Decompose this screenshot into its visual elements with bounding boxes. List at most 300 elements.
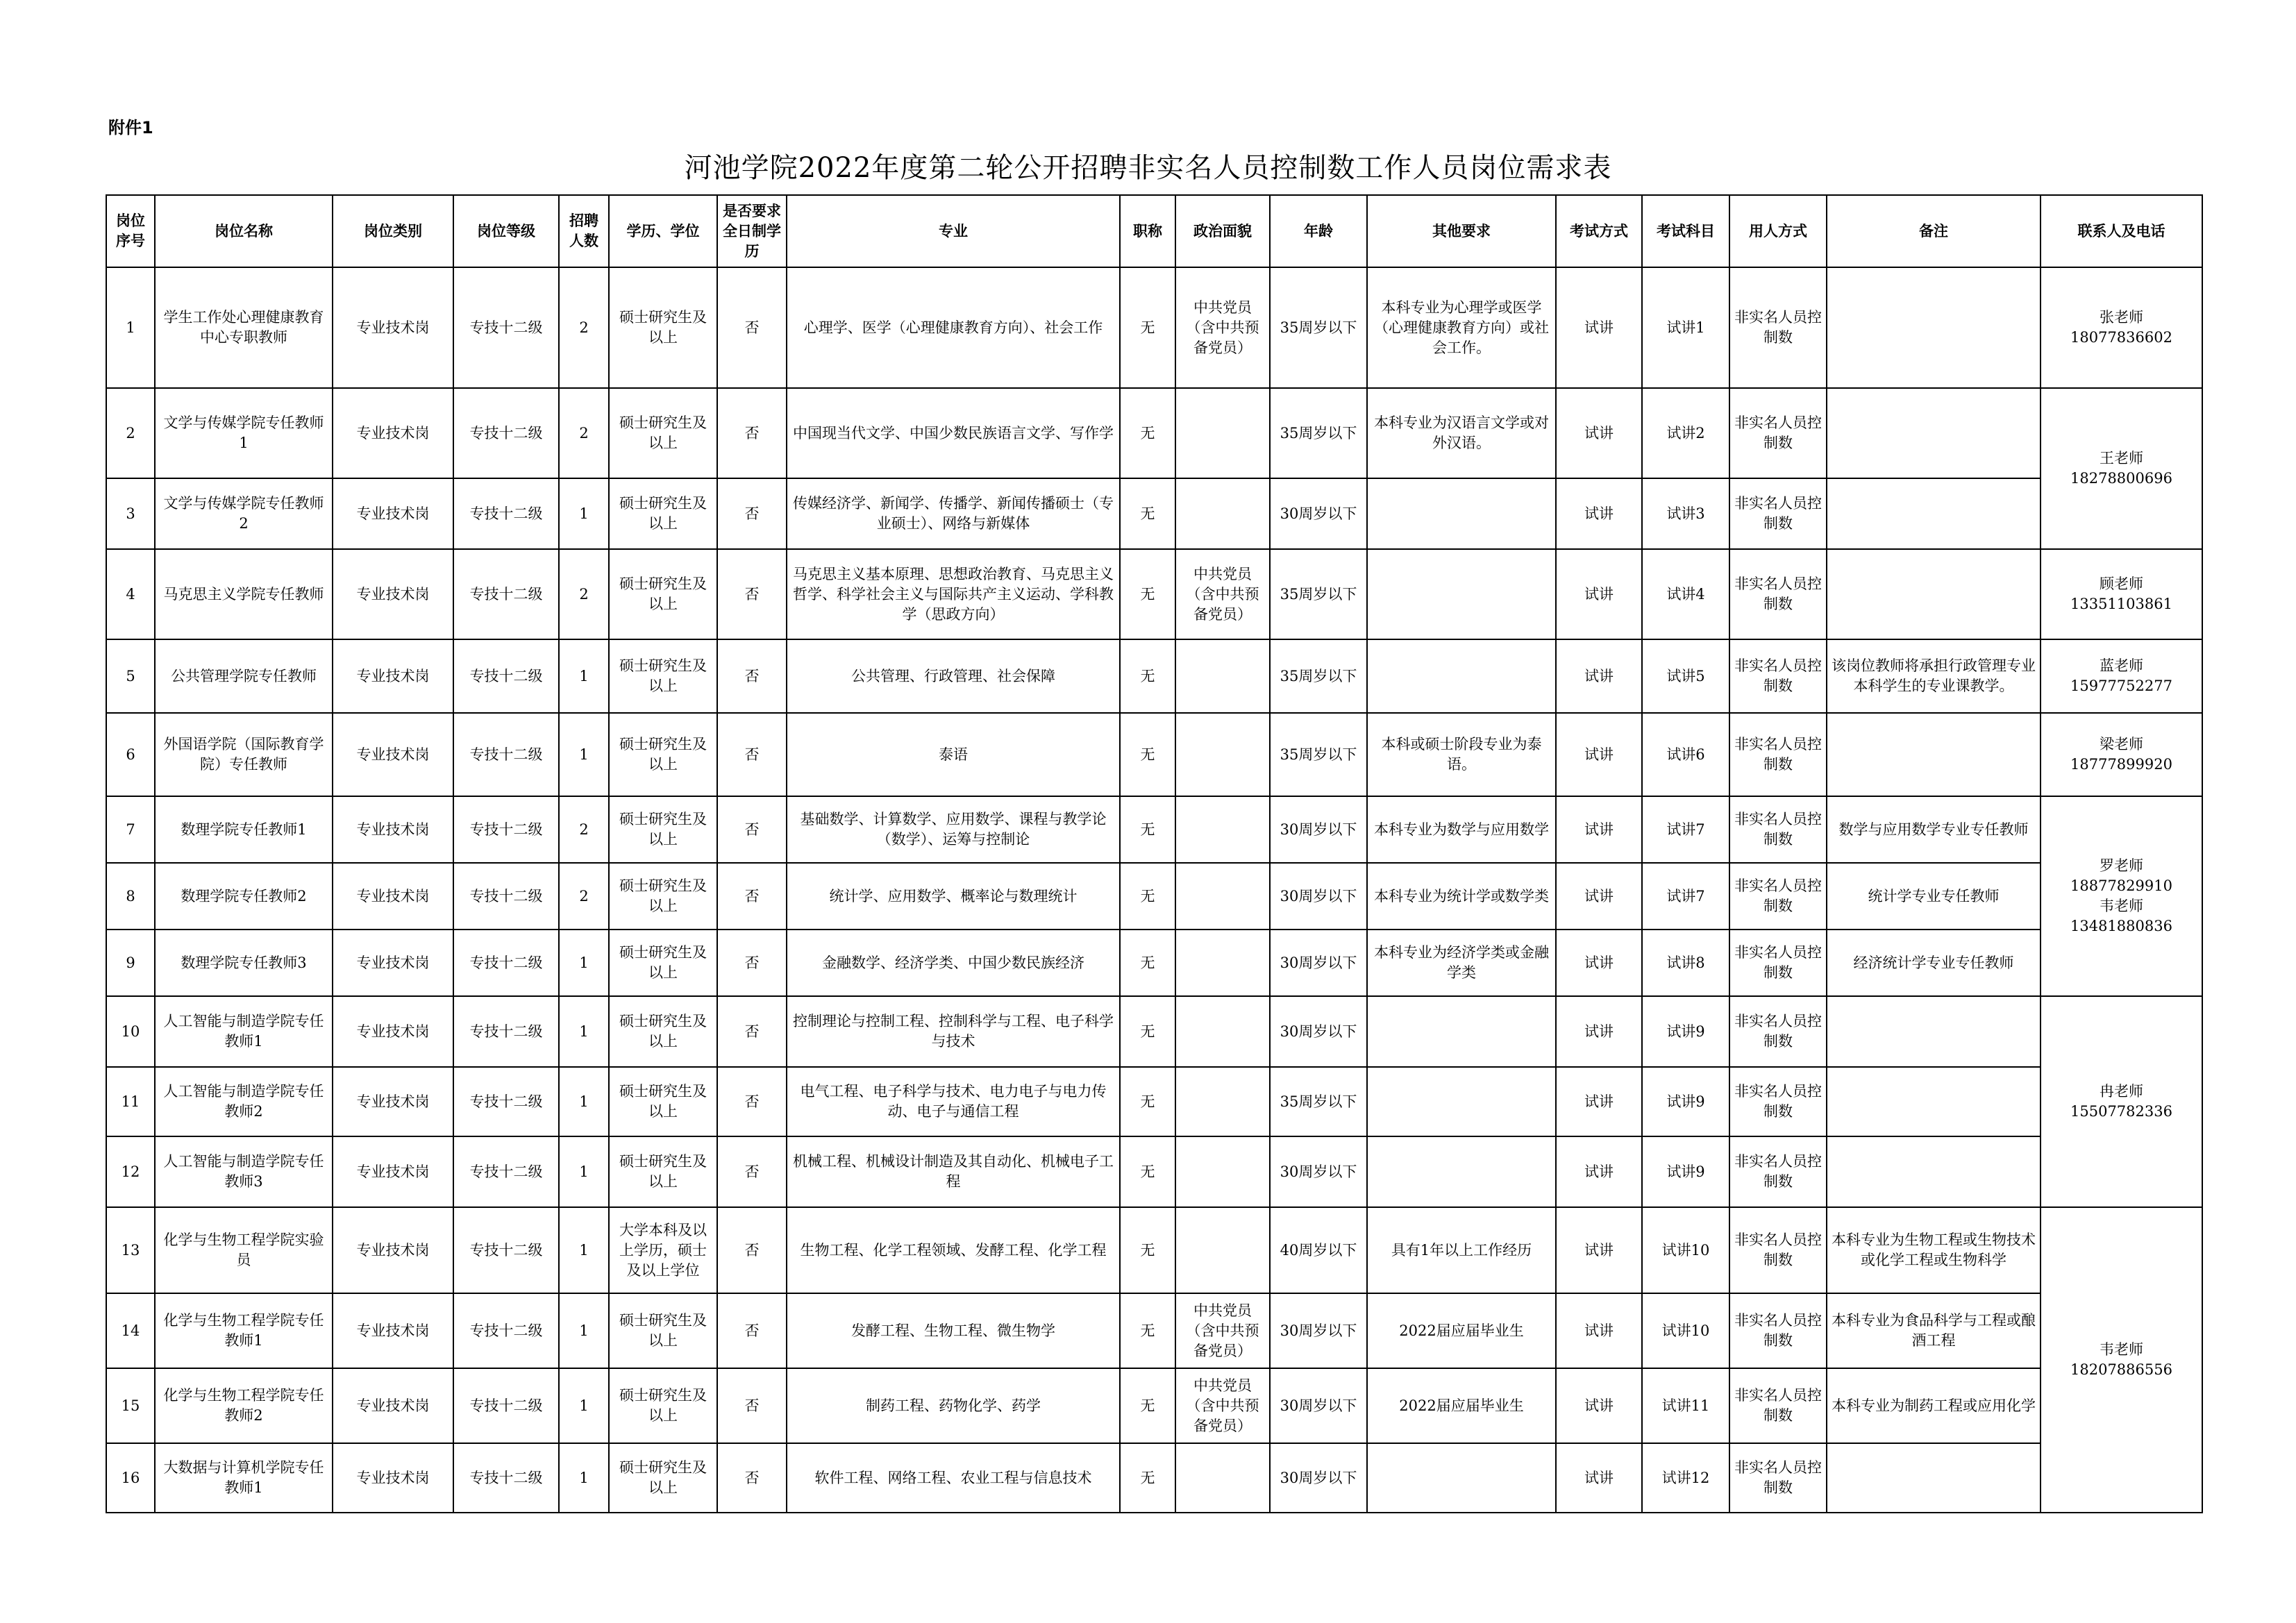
cell-level: 专技十二级 xyxy=(453,1368,559,1443)
cell-edu: 硕士研究生及以上 xyxy=(609,930,717,996)
cell-fulltime: 否 xyxy=(717,388,787,478)
cell-age: 35周岁以下 xyxy=(1270,388,1367,478)
cell-major: 电气工程、电子科学与技术、电力电子与电力传动、电子与通信工程 xyxy=(787,1067,1120,1136)
cell-remark xyxy=(1827,1136,2041,1207)
cell-level: 专技十二级 xyxy=(453,388,559,478)
cell-mode: 非实名人员控制数 xyxy=(1729,1067,1827,1136)
cell-level: 专技十二级 xyxy=(453,1443,559,1513)
cell-no: 10 xyxy=(106,996,155,1067)
table-row xyxy=(106,549,2202,639)
cell-other: 具有1年以上工作经历 xyxy=(1367,1207,1556,1293)
cell-name: 数理学院专任教师2 xyxy=(155,863,333,930)
cell-fulltime: 否 xyxy=(717,1368,787,1443)
cell-cat: 专业技术岗 xyxy=(333,863,453,930)
cell-name: 文学与传媒学院专任教师2 xyxy=(155,478,333,549)
cell-major: 软件工程、网络工程、农业工程与信息技术 xyxy=(787,1443,1120,1513)
cell-edu: 硕士研究生及以上 xyxy=(609,639,717,713)
cell-major: 传媒经济学、新闻学、传播学、新闻传播硕士（专业硕士）、网络与新媒体 xyxy=(787,478,1120,549)
cell-cat: 专业技术岗 xyxy=(333,796,453,863)
cell-remark: 该岗位教师将承担行政管理专业本科学生的专业课教学。 xyxy=(1827,639,2041,713)
cell-major: 公共管理、行政管理、社会保障 xyxy=(787,639,1120,713)
header-cell: 政治面貌 xyxy=(1175,195,1270,267)
cell-remark xyxy=(1827,549,2041,639)
cell-political: 中共党员（含中共预备党员） xyxy=(1175,1368,1270,1443)
cell-mode: 非实名人员控制数 xyxy=(1729,388,1827,478)
cell-level: 专技十二级 xyxy=(453,639,559,713)
table-row xyxy=(106,639,2202,713)
cell-other xyxy=(1367,478,1556,549)
cell-subject: 试讲10 xyxy=(1642,1207,1729,1293)
cell-exam: 试讲 xyxy=(1556,1443,1642,1513)
header-cell: 其他要求 xyxy=(1367,195,1556,267)
cell-major: 发酵工程、生物工程、微生物学 xyxy=(787,1293,1120,1368)
cell-level: 专技十二级 xyxy=(453,478,559,549)
cell-remark xyxy=(1827,713,2041,796)
cell-exam: 试讲 xyxy=(1556,930,1642,996)
cell-name: 人工智能与制造学院专任教师3 xyxy=(155,1136,333,1207)
table-row xyxy=(106,1067,2202,1136)
cell-age: 30周岁以下 xyxy=(1270,996,1367,1067)
cell-fulltime: 否 xyxy=(717,713,787,796)
cell-no: 11 xyxy=(106,1067,155,1136)
cell-edu: 硕士研究生及以上 xyxy=(609,1293,717,1368)
cell-cat: 专业技术岗 xyxy=(333,713,453,796)
cell-mode: 非实名人员控制数 xyxy=(1729,1136,1827,1207)
cell-edu: 硕士研究生及以上 xyxy=(609,1443,717,1513)
cell-political: 中共党员（含中共预备党员） xyxy=(1175,267,1270,388)
cell-contact: 冉老师 15507782336 xyxy=(2041,996,2202,1207)
header-cell: 是否要求全日制学历 xyxy=(717,195,787,267)
cell-no: 7 xyxy=(106,796,155,863)
cell-cat: 专业技术岗 xyxy=(333,1136,453,1207)
cell-cat: 专业技术岗 xyxy=(333,1368,453,1443)
header-cell: 岗位等级 xyxy=(453,195,559,267)
cell-subject: 试讲9 xyxy=(1642,996,1729,1067)
header-cell: 岗位序号 xyxy=(106,195,155,267)
cell-level: 专技十二级 xyxy=(453,1293,559,1368)
cell-level: 专技十二级 xyxy=(453,1136,559,1207)
cell-remark xyxy=(1827,996,2041,1067)
cell-exam: 试讲 xyxy=(1556,267,1642,388)
cell-fulltime: 否 xyxy=(717,996,787,1067)
cell-exam: 试讲 xyxy=(1556,1293,1642,1368)
table-row xyxy=(106,1293,2202,1368)
cell-mode: 非实名人员控制数 xyxy=(1729,478,1827,549)
cell-remark xyxy=(1827,478,2041,549)
cell-mode: 非实名人员控制数 xyxy=(1729,796,1827,863)
cell-cat: 专业技术岗 xyxy=(333,549,453,639)
header-cell: 年龄 xyxy=(1270,195,1367,267)
cell-mode: 非实名人员控制数 xyxy=(1729,1368,1827,1443)
cell-edu: 硕士研究生及以上 xyxy=(609,549,717,639)
cell-no: 8 xyxy=(106,863,155,930)
cell-subject: 试讲8 xyxy=(1642,930,1729,996)
cell-name: 学生工作处心理健康教育中心专职教师 xyxy=(155,267,333,388)
cell-political xyxy=(1175,930,1270,996)
cell-edu: 硕士研究生及以上 xyxy=(609,863,717,930)
cell-level: 专技十二级 xyxy=(453,713,559,796)
cell-subject: 试讲9 xyxy=(1642,1136,1729,1207)
cell-major: 金融数学、经济学类、中国少数民族经济 xyxy=(787,930,1120,996)
cell-name: 化学与生物工程学院实验员 xyxy=(155,1207,333,1293)
cell-political xyxy=(1175,996,1270,1067)
cell-num: 1 xyxy=(559,1136,609,1207)
cell-title: 无 xyxy=(1120,713,1175,796)
cell-num: 1 xyxy=(559,996,609,1067)
header-cell: 专业 xyxy=(787,195,1120,267)
cell-political xyxy=(1175,796,1270,863)
cell-subject: 试讲7 xyxy=(1642,863,1729,930)
cell-name: 马克思主义学院专任教师 xyxy=(155,549,333,639)
cell-other xyxy=(1367,1443,1556,1513)
cell-major: 生物工程、化学工程领域、发酵工程、化学工程 xyxy=(787,1207,1120,1293)
cell-other: 本科专业为经济学类或金融学类 xyxy=(1367,930,1556,996)
cell-level: 专技十二级 xyxy=(453,549,559,639)
cell-contact: 蓝老师 15977752277 xyxy=(2041,639,2202,713)
table-row xyxy=(106,996,2202,1067)
cell-fulltime: 否 xyxy=(717,796,787,863)
cell-cat: 专业技术岗 xyxy=(333,1443,453,1513)
cell-age: 30周岁以下 xyxy=(1270,1443,1367,1513)
cell-num: 1 xyxy=(559,930,609,996)
cell-subject: 试讲9 xyxy=(1642,1067,1729,1136)
cell-contact: 罗老师 18877829910 韦老师 13481880836 xyxy=(2041,796,2202,996)
cell-other xyxy=(1367,1136,1556,1207)
cell-name: 大数据与计算机学院专任教师1 xyxy=(155,1443,333,1513)
cell-title: 无 xyxy=(1120,1293,1175,1368)
cell-remark xyxy=(1827,1443,2041,1513)
cell-political: 中共党员（含中共预备党员） xyxy=(1175,549,1270,639)
cell-cat: 专业技术岗 xyxy=(333,1067,453,1136)
cell-other: 2022届应届毕业生 xyxy=(1367,1368,1556,1443)
cell-political xyxy=(1175,639,1270,713)
cell-contact: 张老师 18077836602 xyxy=(2041,267,2202,388)
table-row xyxy=(106,930,2202,996)
cell-remark: 经济统计学专业专任教师 xyxy=(1827,930,2041,996)
cell-age: 35周岁以下 xyxy=(1270,549,1367,639)
cell-mode: 非实名人员控制数 xyxy=(1729,863,1827,930)
cell-cat: 专业技术岗 xyxy=(333,1293,453,1368)
cell-major: 泰语 xyxy=(787,713,1120,796)
cell-subject: 试讲2 xyxy=(1642,388,1729,478)
cell-subject: 试讲12 xyxy=(1642,1443,1729,1513)
cell-edu: 硕士研究生及以上 xyxy=(609,1368,717,1443)
cell-major: 中国现当代文学、中国少数民族语言文学、写作学 xyxy=(787,388,1120,478)
cell-name: 公共管理学院专任教师 xyxy=(155,639,333,713)
cell-fulltime: 否 xyxy=(717,478,787,549)
cell-exam: 试讲 xyxy=(1556,1207,1642,1293)
header-cell: 职称 xyxy=(1120,195,1175,267)
cell-remark: 统计学专业专任教师 xyxy=(1827,863,2041,930)
table-row xyxy=(106,713,2202,796)
cell-title: 无 xyxy=(1120,478,1175,549)
cell-remark: 本科专业为制药工程或应用化学 xyxy=(1827,1368,2041,1443)
cell-edu: 硕士研究生及以上 xyxy=(609,1136,717,1207)
table-row xyxy=(106,388,2202,478)
cell-exam: 试讲 xyxy=(1556,388,1642,478)
cell-subject: 试讲5 xyxy=(1642,639,1729,713)
cell-title: 无 xyxy=(1120,1136,1175,1207)
cell-cat: 专业技术岗 xyxy=(333,388,453,478)
header-cell: 备注 xyxy=(1827,195,2041,267)
cell-edu: 硕士研究生及以上 xyxy=(609,478,717,549)
page-title: 河池学院2022年度第二轮公开招聘非实名人员控制数工作人员岗位需求表 xyxy=(684,152,1612,184)
cell-num: 2 xyxy=(559,267,609,388)
table-row xyxy=(106,1443,2202,1513)
cell-exam: 试讲 xyxy=(1556,1368,1642,1443)
cell-title: 无 xyxy=(1120,639,1175,713)
cell-age: 30周岁以下 xyxy=(1270,1293,1367,1368)
cell-no: 4 xyxy=(106,549,155,639)
cell-mode: 非实名人员控制数 xyxy=(1729,713,1827,796)
cell-num: 2 xyxy=(559,388,609,478)
cell-other: 本科专业为汉语言文学或对外汉语。 xyxy=(1367,388,1556,478)
cell-cat: 专业技术岗 xyxy=(333,930,453,996)
cell-contact: 顾老师 13351103861 xyxy=(2041,549,2202,639)
cell-level: 专技十二级 xyxy=(453,267,559,388)
cell-no: 6 xyxy=(106,713,155,796)
cell-name: 人工智能与制造学院专任教师2 xyxy=(155,1067,333,1136)
cell-fulltime: 否 xyxy=(717,1136,787,1207)
cell-other xyxy=(1367,1067,1556,1136)
cell-exam: 试讲 xyxy=(1556,1136,1642,1207)
attachment-label: 附件1 xyxy=(108,118,153,137)
cell-name: 人工智能与制造学院专任教师1 xyxy=(155,996,333,1067)
cell-exam: 试讲 xyxy=(1556,713,1642,796)
cell-num: 1 xyxy=(559,1368,609,1443)
cell-title: 无 xyxy=(1120,267,1175,388)
cell-exam: 试讲 xyxy=(1556,549,1642,639)
position-table xyxy=(106,194,2203,1513)
cell-title: 无 xyxy=(1120,388,1175,478)
table-row xyxy=(106,1136,2202,1207)
cell-subject: 试讲11 xyxy=(1642,1368,1729,1443)
cell-remark xyxy=(1827,388,2041,478)
cell-political xyxy=(1175,1207,1270,1293)
cell-subject: 试讲10 xyxy=(1642,1293,1729,1368)
cell-subject: 试讲6 xyxy=(1642,713,1729,796)
cell-title: 无 xyxy=(1120,1368,1175,1443)
cell-edu: 硕士研究生及以上 xyxy=(609,996,717,1067)
cell-cat: 专业技术岗 xyxy=(333,1207,453,1293)
cell-level: 专技十二级 xyxy=(453,1067,559,1136)
cell-mode: 非实名人员控制数 xyxy=(1729,1207,1827,1293)
cell-age: 30周岁以下 xyxy=(1270,863,1367,930)
cell-age: 35周岁以下 xyxy=(1270,267,1367,388)
cell-name: 外国语学院（国际教育学院）专任教师 xyxy=(155,713,333,796)
cell-edu: 大学本科及以上学历，硕士及以上学位 xyxy=(609,1207,717,1293)
cell-edu: 硕士研究生及以上 xyxy=(609,267,717,388)
cell-num: 1 xyxy=(559,1207,609,1293)
cell-exam: 试讲 xyxy=(1556,863,1642,930)
cell-num: 1 xyxy=(559,478,609,549)
cell-subject: 试讲4 xyxy=(1642,549,1729,639)
header-cell: 学历、学位 xyxy=(609,195,717,267)
cell-other: 本科专业为数学与应用数学 xyxy=(1367,796,1556,863)
cell-cat: 专业技术岗 xyxy=(333,639,453,713)
cell-exam: 试讲 xyxy=(1556,796,1642,863)
cell-fulltime: 否 xyxy=(717,639,787,713)
cell-fulltime: 否 xyxy=(717,930,787,996)
cell-no: 5 xyxy=(106,639,155,713)
cell-no: 16 xyxy=(106,1443,155,1513)
cell-num: 1 xyxy=(559,1293,609,1368)
cell-edu: 硕士研究生及以上 xyxy=(609,1067,717,1136)
table-row xyxy=(106,1368,2202,1443)
cell-level: 专技十二级 xyxy=(453,996,559,1067)
cell-political: 中共党员（含中共预备党员） xyxy=(1175,1293,1270,1368)
cell-other xyxy=(1367,639,1556,713)
cell-title: 无 xyxy=(1120,863,1175,930)
header-cell: 考试方式 xyxy=(1556,195,1642,267)
cell-contact: 梁老师 18777899920 xyxy=(2041,713,2202,796)
cell-contact: 王老师 18278800696 xyxy=(2041,388,2202,549)
cell-other: 本科专业为统计学或数学类 xyxy=(1367,863,1556,930)
cell-major: 心理学、医学（心理健康教育方向）、社会工作 xyxy=(787,267,1120,388)
cell-other: 2022届应届毕业生 xyxy=(1367,1293,1556,1368)
cell-level: 专技十二级 xyxy=(453,930,559,996)
cell-fulltime: 否 xyxy=(717,1443,787,1513)
cell-name: 化学与生物工程学院专任教师2 xyxy=(155,1368,333,1443)
cell-fulltime: 否 xyxy=(717,1293,787,1368)
cell-fulltime: 否 xyxy=(717,549,787,639)
cell-title: 无 xyxy=(1120,796,1175,863)
cell-no: 3 xyxy=(106,478,155,549)
cell-no: 15 xyxy=(106,1368,155,1443)
cell-mode: 非实名人员控制数 xyxy=(1729,1443,1827,1513)
cell-no: 14 xyxy=(106,1293,155,1368)
cell-contact: 韦老师 18207886556 xyxy=(2041,1207,2202,1513)
cell-other xyxy=(1367,996,1556,1067)
cell-age: 35周岁以下 xyxy=(1270,1067,1367,1136)
cell-mode: 非实名人员控制数 xyxy=(1729,930,1827,996)
cell-cat: 专业技术岗 xyxy=(333,267,453,388)
cell-no: 13 xyxy=(106,1207,155,1293)
cell-fulltime: 否 xyxy=(717,267,787,388)
cell-level: 专技十二级 xyxy=(453,1207,559,1293)
cell-other xyxy=(1367,549,1556,639)
header-row xyxy=(106,195,2202,267)
cell-num: 1 xyxy=(559,639,609,713)
cell-major: 控制理论与控制工程、控制科学与工程、电子科学与技术 xyxy=(787,996,1120,1067)
cell-exam: 试讲 xyxy=(1556,478,1642,549)
cell-age: 30周岁以下 xyxy=(1270,930,1367,996)
cell-age: 40周岁以下 xyxy=(1270,1207,1367,1293)
cell-mode: 非实名人员控制数 xyxy=(1729,267,1827,388)
header-cell: 用人方式 xyxy=(1729,195,1827,267)
cell-exam: 试讲 xyxy=(1556,639,1642,713)
cell-fulltime: 否 xyxy=(717,863,787,930)
cell-political xyxy=(1175,713,1270,796)
cell-other: 本科或硕士阶段专业为泰语。 xyxy=(1367,713,1556,796)
cell-mode: 非实名人员控制数 xyxy=(1729,639,1827,713)
cell-exam: 试讲 xyxy=(1556,996,1642,1067)
cell-no: 1 xyxy=(106,267,155,388)
cell-name: 文学与传媒学院专任教师1 xyxy=(155,388,333,478)
header-cell: 考试科目 xyxy=(1642,195,1729,267)
cell-exam: 试讲 xyxy=(1556,1067,1642,1136)
cell-no: 2 xyxy=(106,388,155,478)
cell-no: 9 xyxy=(106,930,155,996)
cell-title: 无 xyxy=(1120,1443,1175,1513)
table-row xyxy=(106,267,2202,388)
cell-political xyxy=(1175,1067,1270,1136)
cell-title: 无 xyxy=(1120,1067,1175,1136)
cell-age: 35周岁以下 xyxy=(1270,713,1367,796)
cell-major: 制药工程、药物化学、药学 xyxy=(787,1368,1120,1443)
cell-title: 无 xyxy=(1120,549,1175,639)
table-row xyxy=(106,478,2202,549)
cell-name: 数理学院专任教师1 xyxy=(155,796,333,863)
cell-num: 1 xyxy=(559,713,609,796)
cell-political xyxy=(1175,1443,1270,1513)
cell-age: 30周岁以下 xyxy=(1270,1136,1367,1207)
cell-num: 2 xyxy=(559,863,609,930)
cell-edu: 硕士研究生及以上 xyxy=(609,388,717,478)
cell-num: 1 xyxy=(559,1067,609,1136)
cell-age: 30周岁以下 xyxy=(1270,1368,1367,1443)
cell-major: 马克思主义基本原理、思想政治教育、马克思主义哲学、科学社会主义与国际共产主义运动、学科教学（思政方向） xyxy=(787,549,1120,639)
cell-political xyxy=(1175,388,1270,478)
cell-remark xyxy=(1827,267,2041,388)
cell-name: 数理学院专任教师3 xyxy=(155,930,333,996)
cell-cat: 专业技术岗 xyxy=(333,996,453,1067)
table-row xyxy=(106,796,2202,863)
cell-major: 基础数学、计算数学、应用数学、课程与教学论（数学）、运筹与控制论 xyxy=(787,796,1120,863)
cell-title: 无 xyxy=(1120,1207,1175,1293)
cell-num: 2 xyxy=(559,549,609,639)
cell-remark: 数学与应用数学专业专任教师 xyxy=(1827,796,2041,863)
cell-mode: 非实名人员控制数 xyxy=(1729,549,1827,639)
cell-remark: 本科专业为食品科学与工程或酿酒工程 xyxy=(1827,1293,2041,1368)
cell-title: 无 xyxy=(1120,930,1175,996)
cell-major: 统计学、应用数学、概率论与数理统计 xyxy=(787,863,1120,930)
cell-subject: 试讲3 xyxy=(1642,478,1729,549)
header-cell: 联系人及电话 xyxy=(2041,195,2202,267)
cell-remark xyxy=(1827,1067,2041,1136)
cell-remark: 本科专业为生物工程或生物技术或化学工程或生物科学 xyxy=(1827,1207,2041,1293)
cell-edu: 硕士研究生及以上 xyxy=(609,796,717,863)
cell-fulltime: 否 xyxy=(717,1207,787,1293)
cell-political xyxy=(1175,1136,1270,1207)
cell-num: 2 xyxy=(559,796,609,863)
header-cell: 招聘人数 xyxy=(559,195,609,267)
cell-level: 专技十二级 xyxy=(453,796,559,863)
cell-title: 无 xyxy=(1120,996,1175,1067)
table-row xyxy=(106,1207,2202,1293)
cell-cat: 专业技术岗 xyxy=(333,478,453,549)
cell-subject: 试讲1 xyxy=(1642,267,1729,388)
cell-num: 1 xyxy=(559,1443,609,1513)
cell-mode: 非实名人员控制数 xyxy=(1729,1293,1827,1368)
cell-no: 12 xyxy=(106,1136,155,1207)
cell-political xyxy=(1175,478,1270,549)
header-cell: 岗位类别 xyxy=(333,195,453,267)
cell-mode: 非实名人员控制数 xyxy=(1729,996,1827,1067)
cell-edu: 硕士研究生及以上 xyxy=(609,713,717,796)
table-row xyxy=(106,863,2202,930)
cell-subject: 试讲7 xyxy=(1642,796,1729,863)
cell-fulltime: 否 xyxy=(717,1067,787,1136)
cell-name: 化学与生物工程学院专任教师1 xyxy=(155,1293,333,1368)
cell-age: 35周岁以下 xyxy=(1270,639,1367,713)
cell-other: 本科专业为心理学或医学（心理健康教育方向）或社会工作。 xyxy=(1367,267,1556,388)
cell-major: 机械工程、机械设计制造及其自动化、机械电子工程 xyxy=(787,1136,1120,1207)
cell-age: 30周岁以下 xyxy=(1270,478,1367,549)
cell-level: 专技十二级 xyxy=(453,863,559,930)
cell-political xyxy=(1175,863,1270,930)
cell-age: 30周岁以下 xyxy=(1270,796,1367,863)
